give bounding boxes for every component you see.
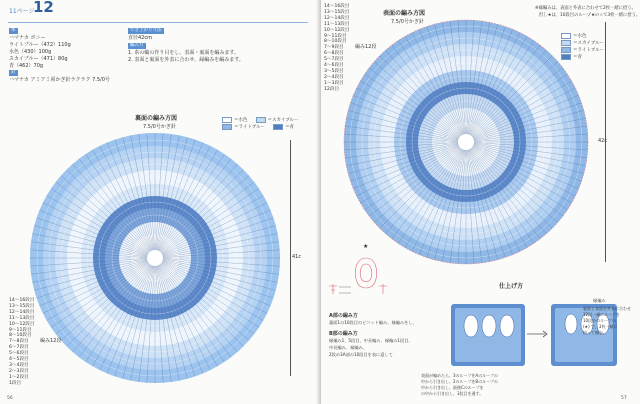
motif-label-b: B部の編み方 — [329, 331, 358, 337]
size-line: 直径42cm — [128, 35, 152, 41]
finish-note-0: 裏面と表面を外表に合わせ — [583, 306, 631, 311]
bottom-note-0: 表面が編めたら、3のループをAのループの — [421, 373, 498, 378]
legend-label: ＝水色 — [573, 33, 587, 39]
dimension-label: 41c — [292, 254, 302, 260]
legend-label: ＝青 — [573, 54, 582, 60]
note-line-1: 縁編み1、5段目、中長編み、縁編み1段目、 — [329, 338, 413, 343]
row-label: 8～10段目 — [324, 39, 347, 45]
row-label: 11～13段目 — [324, 21, 350, 27]
row-label: 14～16段目 — [9, 298, 35, 303]
edge-label: 編み12段 — [40, 338, 62, 344]
legend-label: ＝ライトブルー — [573, 47, 605, 53]
row-label: 6～7段目 — [9, 345, 29, 351]
row-label: 1段目 — [9, 380, 22, 386]
finish-note-1: 12段一緒にループを — [583, 312, 620, 317]
row-label: 2～4段目 — [324, 74, 344, 80]
row-label: 7～9段目 — [324, 45, 344, 51]
size-tag: でき上がり寸法 — [130, 28, 162, 33]
motif-label-a: A部の編み方 — [329, 313, 358, 319]
legend-label: ＝スカイブルー — [267, 117, 299, 123]
chart-title: 表面の編み方図 — [383, 10, 426, 17]
finish-note-4: 拾って編む。 — [583, 330, 607, 335]
chart-subtitle: 7.5/0号かぎ針 — [143, 124, 176, 130]
row-label: 12段目 — [324, 86, 340, 92]
right-page — [321, 0, 640, 404]
row-label: 5～7段目 — [324, 57, 344, 63]
yarn-line-2: 水色（430）100g — [9, 49, 52, 55]
bottom-note-1: 中から引き出し、2のループをBのループの — [421, 379, 498, 384]
pattern-number: 12 — [33, 0, 54, 16]
row-label: 2～3段目 — [9, 368, 29, 374]
motif-diagram — [321, 250, 401, 312]
row-label: 3～5段目 — [324, 68, 344, 74]
finish-note-2: 10段めのループの — [583, 318, 616, 323]
bottom-note-2: 中から引き出し、最後Cのループを — [421, 385, 484, 390]
yarn-line-4: 青（462）70g — [9, 63, 44, 69]
legend-label: ＝水色 — [234, 117, 248, 123]
row-label: 13～15段目 — [9, 303, 35, 309]
bottom-note-3: の中から引き出し、3段目を通す。 — [421, 391, 484, 396]
row-label: 9～11段目 — [9, 327, 32, 333]
row-label: 9～11段目 — [324, 33, 347, 39]
chart-title: 裏面の編み方図 — [135, 115, 178, 122]
finish-tag: 縁編み — [593, 298, 606, 303]
needle-tag: 針 — [11, 70, 16, 75]
finish-note-3: (★) で、3枚一緒に — [583, 324, 618, 329]
legend-label: ＝スカイブルー — [573, 40, 605, 46]
top-note: ※縁編みは、表面と外表に合わせて2枚一緒に拾う。 — [535, 6, 636, 11]
row-label: 14～16段目 — [324, 4, 350, 9]
chart-subtitle: 7.5/0号かぎ針 — [391, 19, 424, 25]
edge-label: 編み12段 — [355, 44, 377, 50]
materials-tag: 糸 — [11, 28, 16, 33]
method-line-1: 2. 表面と裏面を外表に合わせ、縁編みを編みます。 — [128, 57, 244, 63]
star-mark: ★ — [363, 243, 369, 250]
page-footer: 56 — [7, 396, 13, 401]
row-label: 10～12段目 — [324, 27, 350, 33]
yarn-line-0: ハマナカ ボニー — [9, 35, 46, 41]
row-label: 12～14段目 — [9, 309, 35, 315]
row-label: 5～6段目 — [9, 351, 29, 357]
dimension-line — [290, 140, 291, 376]
row-label: 6～8段目 — [324, 51, 344, 57]
yarn-line-3: スカイブルー（471）80g — [9, 56, 68, 62]
needle-line: ハマナカ アミアミ両かぎ針ラクラク 7.5/0号 — [9, 77, 110, 83]
page-footer: 57 — [621, 396, 627, 401]
method-line-0: 1. 糸の輪の作り目をし、表面・裏面を編みます。 — [128, 50, 239, 56]
row-label: 1～2段目 — [9, 374, 29, 380]
row-label: 12～14段目 — [324, 15, 350, 21]
row-label: 1～3段目 — [324, 80, 344, 86]
row-label: 11～13段目 — [9, 315, 35, 321]
left-page — [0, 0, 319, 404]
row-label-list — [9, 298, 34, 387]
note-line-2: 中長編み、縁編み、 — [329, 345, 368, 350]
dimension-label: 42c — [598, 138, 608, 144]
legend-label: ＝青 — [285, 124, 295, 130]
row-label: 7～8段目 — [9, 339, 29, 345]
finish-title: 仕上げ方 — [499, 283, 524, 290]
note-line-3: 2段め3A部の10段目を表に返して — [329, 352, 393, 357]
page-reference: 11ページ — [9, 8, 35, 15]
row-label: 10～12段目 — [9, 321, 35, 327]
row-label: 3～4段目 — [9, 362, 29, 368]
yarn-line-1: ライトブルー（472）110g — [9, 42, 71, 48]
method-tag: 編み方 — [130, 43, 144, 48]
row-label: 13～15段目 — [324, 9, 350, 15]
legend-label: ＝ライトブルー — [234, 124, 266, 130]
row-label: 4～5段目 — [9, 357, 29, 363]
top-note-2: 但し★は、10段目のループ★の☆て3枚一緒に拾う。 — [539, 13, 640, 18]
note-line-0: 裏面1の10段目のピコット編み、縁編みをし、 — [329, 320, 417, 325]
row-label: 4～6段目 — [324, 63, 344, 69]
row-label: 8～10段目 — [9, 333, 32, 339]
